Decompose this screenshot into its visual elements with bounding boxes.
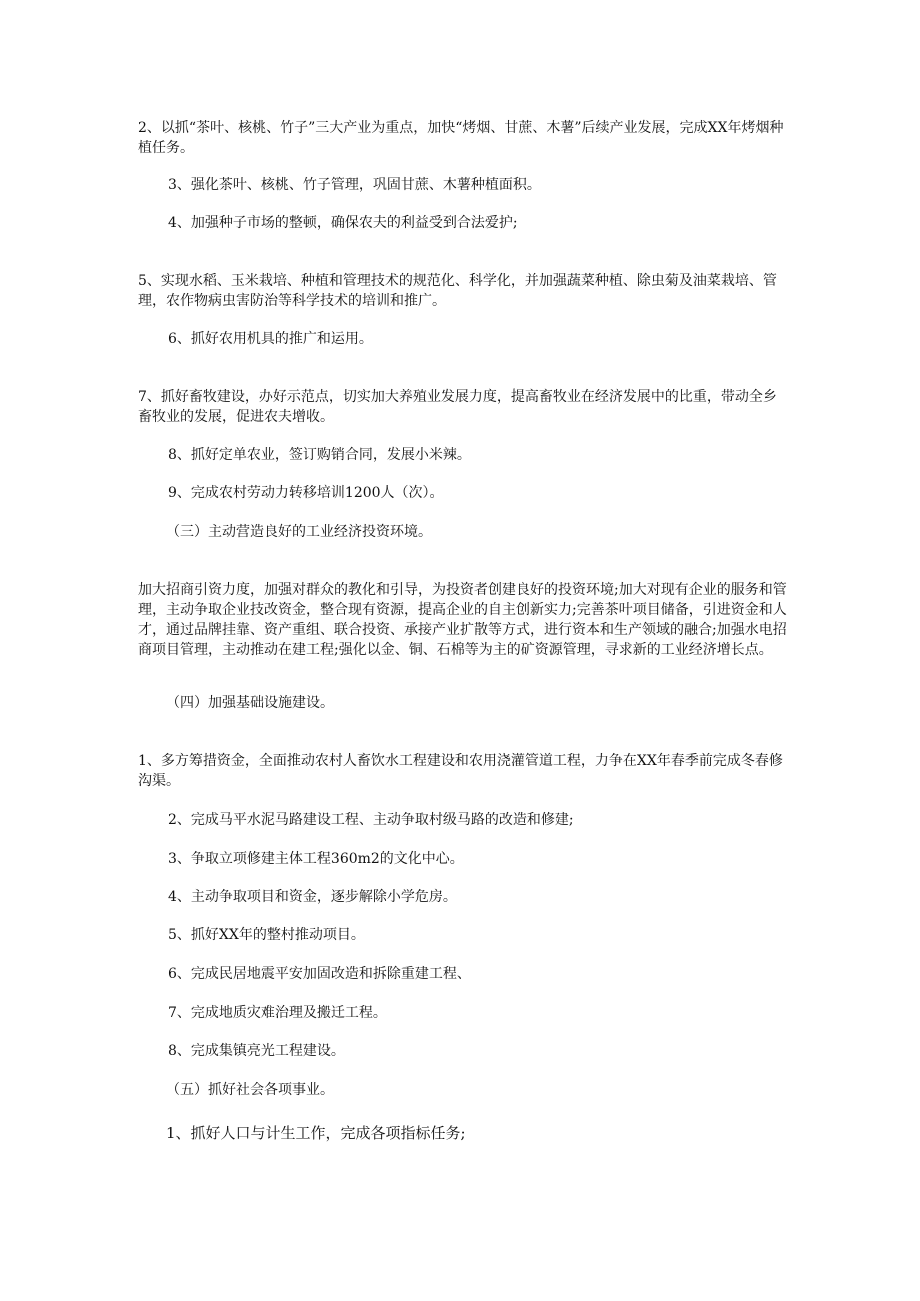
paragraph-9-labor-training: 9、完成农村劳动力转移培训1200人（次）。 [168, 485, 444, 501]
paragraph-6-machinery: 6、抓好农用机具的推广和运用。 [168, 331, 373, 347]
paragraph-3-culture-center: 3、争取立项修建主体工程360m2的文化中心。 [168, 851, 464, 867]
paragraph-1-water-projects: 1、多方筹措资金，全面推动农村人畜饮水工程建设和农用浇灌管道工程，力争在XX年春季前完成冬春修沟渠。 [138, 753, 783, 789]
paragraph-6-earthquake: 6、完成民居地震平安加固改造和拆除重建工程、 [168, 966, 471, 982]
paragraph-investment: 加大招商引资力度，加强对群众的教化和引导，为投资者创建良好的投资环境;加大对现有企业的服务和管理，主动争取企业技改资金，整合现有资源，提高企业的自主创新实力;完善茶叶项目储备，引进资金和人才，通过品牌挂靠、资产重组、联合投资、承接产业扩散等方式，进行资本和生产领域的融合;加强水电招商项目管理，主动推动在建工程;强化以金、铜、石棉等为主的矿资源管理，寻求新的工业经济增长点。 [138, 582, 787, 658]
section-heading-five: （五）抓好社会各项事业。 [166, 1082, 334, 1098]
paragraph-1-population: 1、抓好人口与计生工作，完成各项指标任务; [166, 1124, 466, 1142]
paragraph-4-school: 4、主动争取项目和资金，逐步解除小学危房。 [168, 889, 457, 905]
paragraph-4-seed-market: 4、加强种子市场的整顿，确保农夫的利益受到合法爱护; [168, 215, 518, 231]
paragraph-5-rice-corn: 5、实现水稻、玉米栽培、种植和管理技术的规范化、科学化，并加强蔬菜种植、除虫菊及油菜栽培、管理，农作物病虫害防治等科学技术的培训和推广。 [138, 273, 777, 309]
section-heading-three: （三）主动营造良好的工业经济投资环境。 [166, 524, 432, 540]
paragraph-7-livestock: 7、抓好畜牧建设，办好示范点，切实加大养殖业发展力度，提高畜牧业在经济发展中的比重，带动全乡畜牧业的发展，促进农夫增收。 [138, 389, 777, 425]
paragraph-2-roads: 2、完成马平水泥马路建设工程、主动争取村级马路的改造和修建; [168, 812, 574, 828]
paragraph-2-tobacco: 2、以抓“茶叶、核桃、竹子”三大产业为重点，加快“烤烟、甘蔗、木薯”后续产业发展，完成XX年烤烟种植任务。 [138, 120, 784, 156]
paragraph-3-tea-walnut: 3、强化茶叶、核桃、竹子管理，巩固甘蔗、木薯种植面积。 [168, 177, 541, 193]
paragraph-5-village: 5、抓好XX年的整村推动项目。 [168, 927, 365, 943]
paragraph-8-contract-farming: 8、抓好定单农业，签订购销合同，发展小米辣。 [168, 447, 471, 463]
paragraph-8-lighting: 8、完成集镇亮光工程建设。 [168, 1043, 345, 1059]
paragraph-7-geology: 7、完成地质灾难治理及搬迁工程。 [168, 1005, 387, 1021]
section-heading-four: （四）加强基础设施建设。 [166, 695, 334, 711]
